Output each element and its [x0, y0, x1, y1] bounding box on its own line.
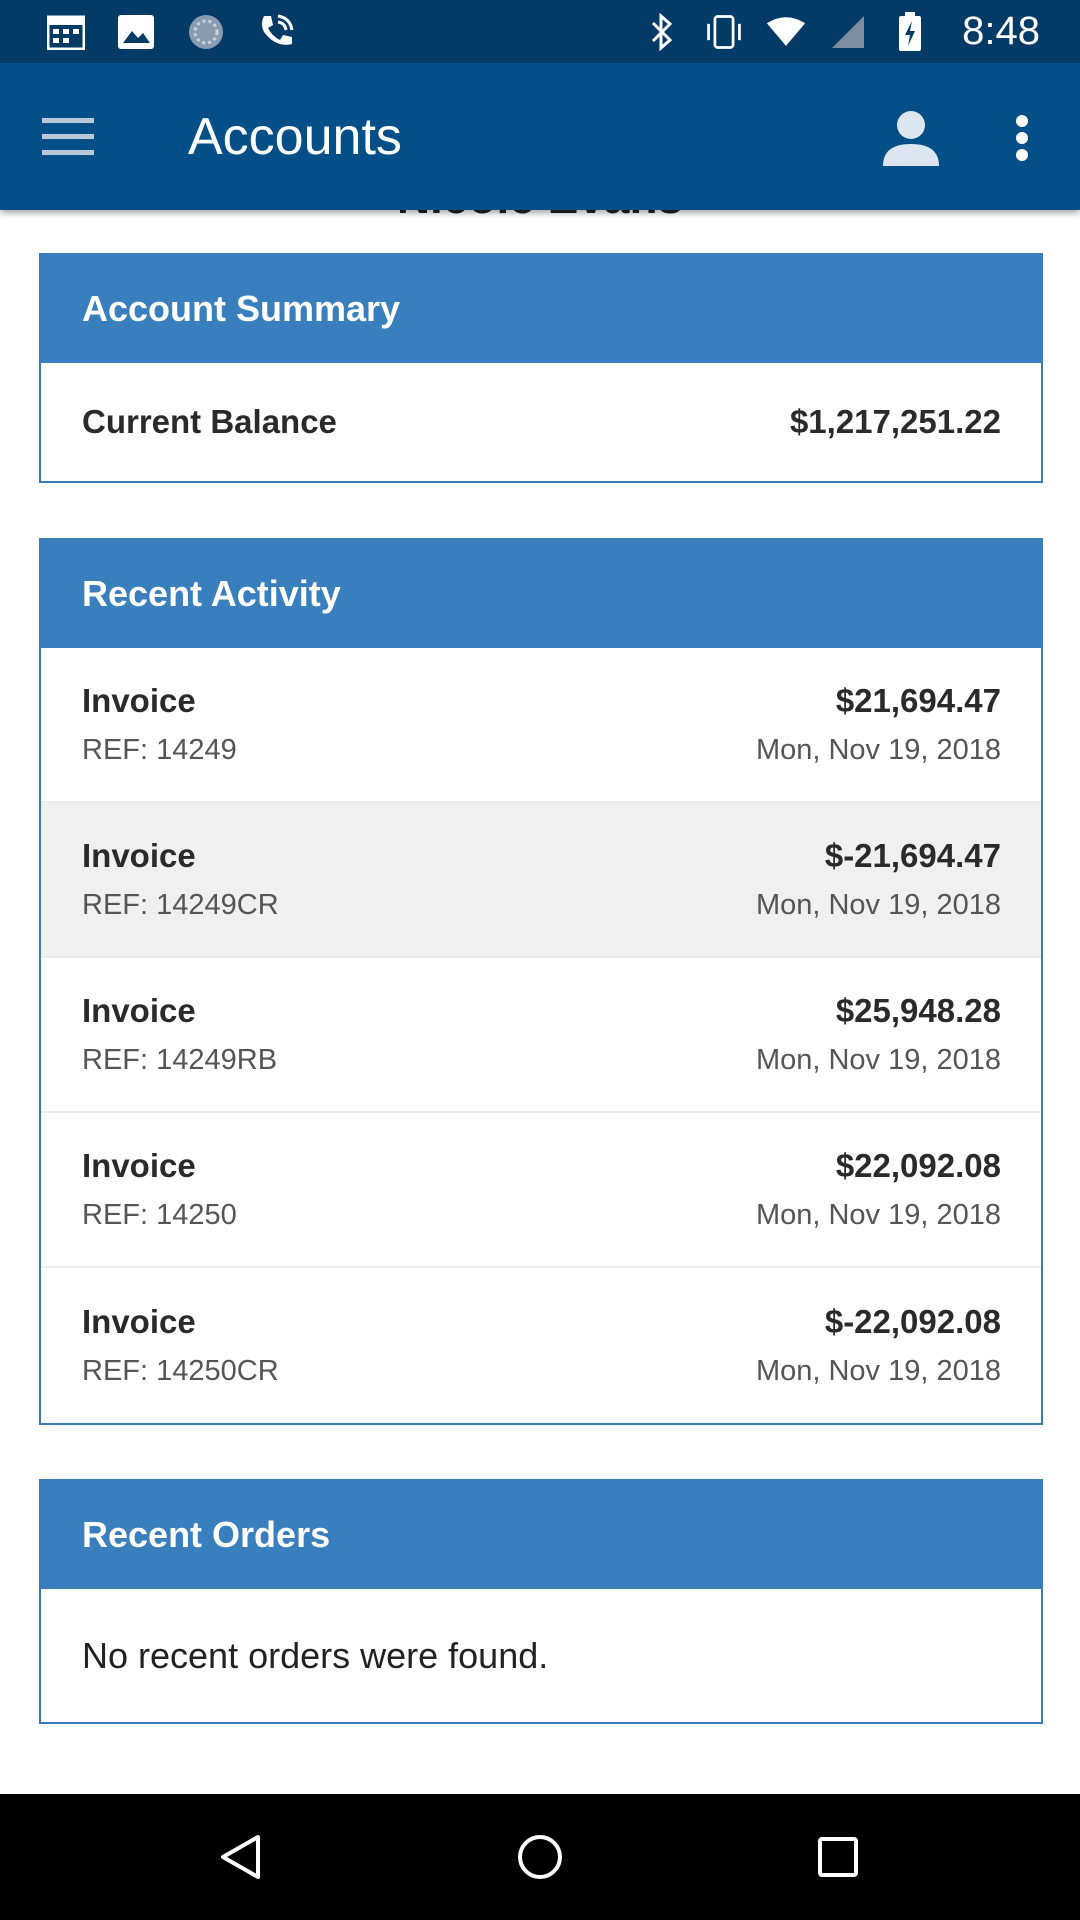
- activity-ref: REF: 14250: [82, 1199, 237, 1231]
- activity-date: Mon, Nov 19, 2018: [755, 734, 1001, 766]
- activity-type: Invoice: [82, 837, 196, 874]
- status-left-icons: [46, 12, 296, 52]
- bluetooth-icon: [642, 12, 682, 52]
- recent-orders-card: [39, 1479, 1043, 1724]
- page-title: Accounts: [188, 108, 402, 166]
- vibrate-icon: [704, 12, 744, 52]
- activity-amount: $25,948.28: [835, 992, 1001, 1029]
- status-time: 8:48: [962, 9, 1040, 53]
- current-balance-row[interactable]: [41, 363, 1041, 481]
- activity-type: Invoice: [82, 1147, 196, 1184]
- recents-square-icon: [816, 1835, 860, 1879]
- activity-type: Invoice: [82, 1303, 196, 1340]
- menu-button[interactable]: [40, 109, 96, 165]
- account-summary-header: Account Summary: [41, 255, 1041, 363]
- activity-item[interactable]: [41, 958, 1041, 1113]
- back-triangle-icon: [218, 1833, 262, 1881]
- recent-orders-empty-message: No recent orders were found.: [82, 1634, 549, 1676]
- activity-date: Mon, Nov 19, 2018: [755, 889, 1001, 921]
- activity-ref: REF: 14249CR: [82, 889, 279, 921]
- activity-item[interactable]: [41, 648, 1041, 803]
- activity-amount: $22,092.08: [835, 1147, 1001, 1184]
- account-summary-card: [39, 253, 1043, 483]
- activity-date: Mon, Nov 19, 2018: [755, 1355, 1001, 1387]
- status-right-icons: [642, 9, 1040, 54]
- recent-activity-header: Recent Activity: [41, 540, 1041, 648]
- home-button[interactable]: [510, 1827, 570, 1887]
- person-icon: [881, 110, 941, 166]
- current-balance-label: Current Balance: [82, 403, 337, 440]
- recent-orders-header: Recent Orders: [41, 1481, 1041, 1589]
- activity-amount: $-21,694.47: [824, 837, 1001, 874]
- activity-ref: REF: 14249: [82, 734, 237, 766]
- current-balance-value: $1,217,251.22: [789, 403, 1001, 440]
- activity-ref: REF: 14249RB: [82, 1044, 278, 1076]
- activity-type: Invoice: [82, 682, 196, 719]
- wifi-icon: [766, 12, 806, 52]
- activity-ref: REF: 14250CR: [82, 1355, 279, 1387]
- phone-call-icon: [256, 12, 296, 52]
- sync-icon: [186, 12, 226, 52]
- hamburger-menu-icon: [42, 118, 94, 156]
- profile-button[interactable]: [876, 103, 946, 173]
- activity-item[interactable]: [41, 1268, 1041, 1423]
- status-bar: [0, 0, 1080, 63]
- back-button[interactable]: [210, 1827, 270, 1887]
- activity-item[interactable]: [41, 803, 1041, 958]
- recents-button[interactable]: [808, 1827, 868, 1887]
- battery-icon: [890, 12, 930, 52]
- activity-date: Mon, Nov 19, 2018: [755, 1199, 1001, 1231]
- activity-item[interactable]: [41, 1113, 1041, 1268]
- signal-icon: [828, 12, 868, 52]
- more-options-button[interactable]: [1004, 103, 1040, 173]
- image-icon: [116, 12, 156, 52]
- more-vert-icon: [1015, 115, 1029, 161]
- activity-amount: $-22,092.08: [824, 1303, 1001, 1340]
- activity-date: Mon, Nov 19, 2018: [755, 1044, 1001, 1076]
- app-bar: [0, 63, 1080, 210]
- activity-type: Invoice: [82, 992, 196, 1029]
- activity-amount: $21,694.47: [835, 682, 1001, 719]
- recent-activity-card: [39, 538, 1043, 1425]
- home-circle-icon: [515, 1832, 565, 1882]
- navigation-bar: [0, 1794, 1080, 1920]
- calendar-icon: [46, 12, 86, 52]
